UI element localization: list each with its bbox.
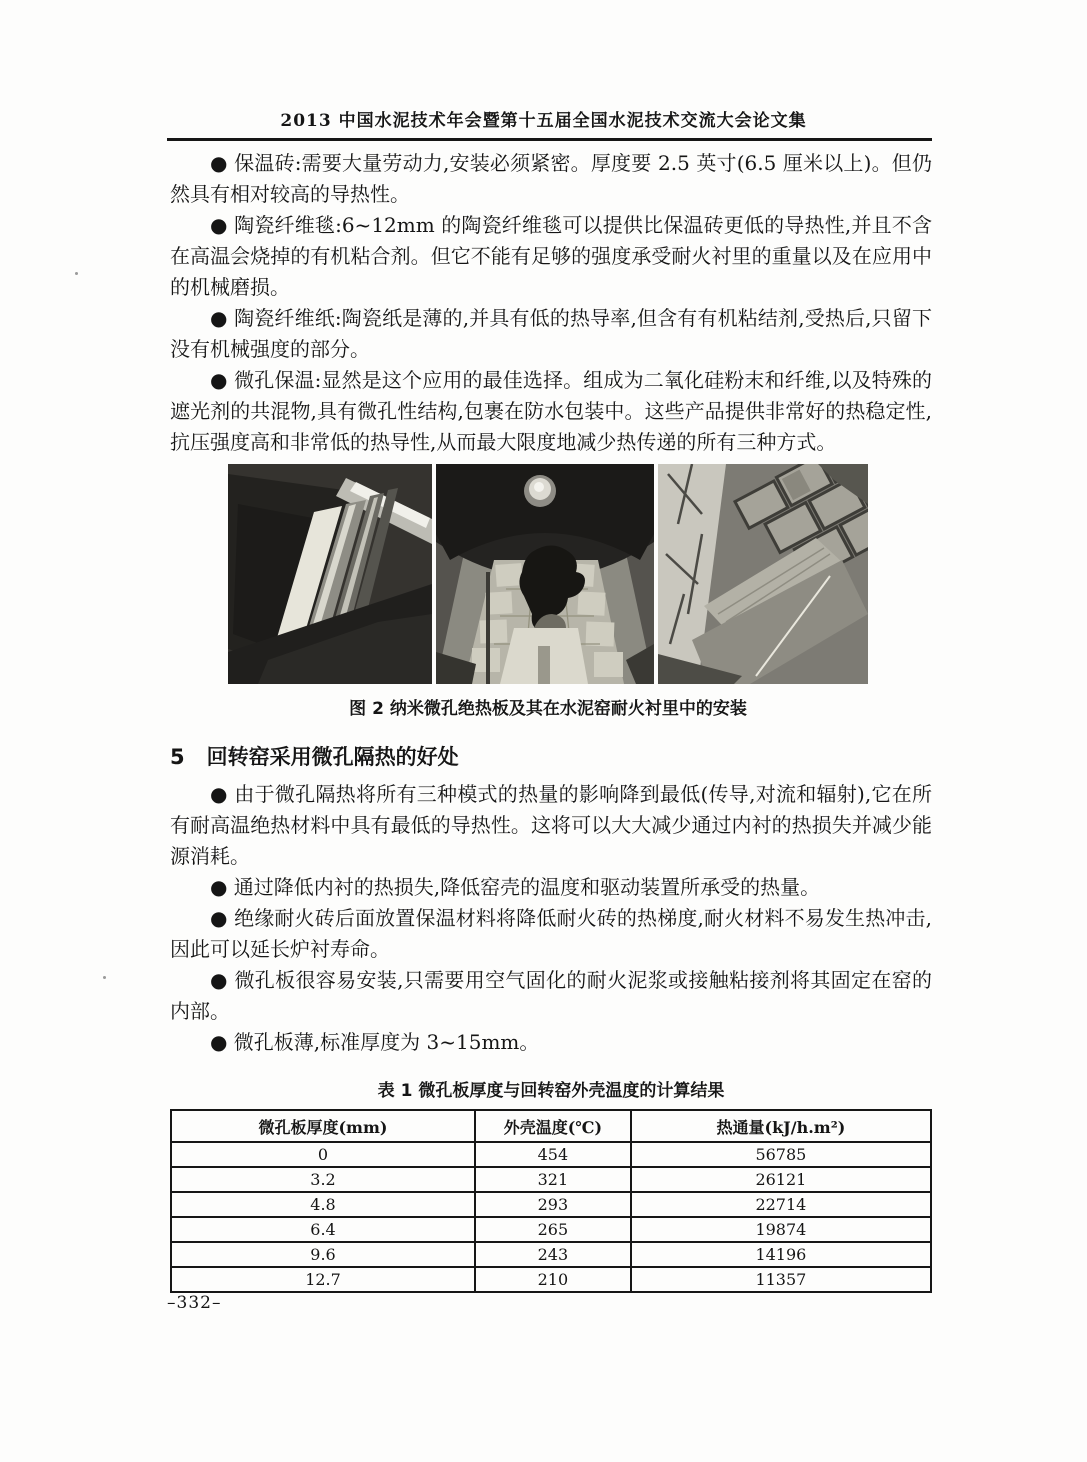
- table-cell: 26121: [631, 1167, 931, 1192]
- table-cell: 3.2: [171, 1167, 475, 1192]
- table-cell: 6.4: [171, 1217, 475, 1242]
- benefit-bullet-item: ● 绝缘耐火砖后面放置保温材料将降低耐火砖的热梯度,耐火材料不易发生热冲击,因此可以延长炉衬寿命。: [170, 906, 932, 961]
- table-1-block: [170, 1076, 932, 1293]
- microporous-boards-photo: [228, 464, 432, 684]
- table-cell: 0: [171, 1142, 475, 1167]
- material-bullet-item: ● 陶瓷纤维毯:6~12mm 的陶瓷纤维毯可以提供比保温砖更低的导热性,并且不含在高温会烧掉的有机粘合剂。但它不能有足够的强度承受耐火衬里的重量以及在应用中的机械磨损。: [170, 213, 932, 299]
- page-content: [170, 148, 932, 1293]
- table-cell: 22714: [631, 1192, 931, 1217]
- table-row: [171, 1192, 931, 1217]
- table-row: [171, 1242, 931, 1267]
- section-number: 5: [170, 745, 185, 769]
- proceedings-header: 2013 中国水泥技术年会暨第十五届全国水泥技术交流大会论文集: [280, 111, 807, 131]
- table-cell: 9.6: [171, 1242, 475, 1267]
- table-header-cell: 外壳温度(℃): [475, 1110, 631, 1142]
- header-rule: [167, 138, 932, 141]
- benefits-list: [170, 779, 932, 1058]
- figure-caption: 图 2 纳米微孔绝热板及其在水泥窑耐火衬里中的安装: [349, 699, 747, 719]
- kiln-interior-installation-photo: [436, 464, 654, 684]
- material-bullet-item: ● 微孔保温:显然是这个应用的最佳选择。组成为二氧化硅粉末和纤维,以及特殊的遮光剂的共混物,具有微孔性结构,包裹在防水包装中。这些产品提供非常好的热稳定性,抗压强度高和非常低的热导性,从而最大限度地减少热传递的所有三种方式。: [170, 368, 932, 454]
- benefit-bullet-item: ● 通过降低内衬的热损失,降低窑壳的温度和驱动装置所承受的热量。: [210, 875, 821, 899]
- table-title: 表 1 微孔板厚度与回转窑外壳温度的计算结果: [377, 1081, 725, 1101]
- material-bullet-item: ● 陶瓷纤维纸:陶瓷纸是薄的,并具有低的热导率,但含有有机粘结剂,受热后,只留下没有机械强度的部分。: [170, 306, 932, 361]
- table-cell: 19874: [631, 1217, 931, 1242]
- table-header-row: [171, 1110, 931, 1142]
- table-cell: 11357: [631, 1267, 931, 1292]
- section-title: 回转窑采用微孔隔热的好处: [206, 745, 459, 769]
- table-cell: 243: [475, 1242, 631, 1267]
- table-cell: 454: [475, 1142, 631, 1167]
- table-cell: 14196: [631, 1242, 931, 1267]
- benefit-bullet-item: ● 微孔板很容易安装,只需要用空气固化的耐火泥浆或接触粘接剂将其固定在窑的内部。: [170, 968, 932, 1023]
- table-cell: 12.7: [171, 1267, 475, 1292]
- table-cell: 210: [475, 1267, 631, 1292]
- material-bullet-item: ● 保温砖:需要大量劳动力,安装必须紧密。厚度要 2.5 英寸(6.5 厘米以上)。但仍然具有相对较高的导热性。: [170, 151, 932, 206]
- brick-lining-panels-photo: [658, 464, 868, 684]
- section-heading: [170, 741, 932, 771]
- table-row: [171, 1142, 931, 1167]
- figure-photo-strip: [228, 464, 868, 684]
- table-row: [171, 1167, 931, 1192]
- page-number: –332–: [167, 1293, 222, 1313]
- benefit-bullet-item: ● 微孔板薄,标准厚度为 3~15mm。: [210, 1030, 540, 1054]
- table-cell: 56785: [631, 1142, 931, 1167]
- scan-speck: [103, 976, 106, 979]
- table-row: [171, 1217, 931, 1242]
- table-cell: 4.8: [171, 1192, 475, 1217]
- table-cell: 321: [475, 1167, 631, 1192]
- table-row: [171, 1267, 931, 1292]
- table-cell: 293: [475, 1192, 631, 1217]
- results-table: [170, 1109, 932, 1293]
- table-header-cell: 热通量(kJ/h.m²): [631, 1110, 931, 1142]
- table-cell: 265: [475, 1217, 631, 1242]
- benefit-bullet-item: ● 由于微孔隔热将所有三种模式的热量的影响降到最低(传导,对流和辐射),它在所有耐高温绝热材料中具有最低的导热性。这将可以大大减少通过内衬的热损失并减少能源消耗。: [170, 782, 932, 868]
- scan-speck: [75, 272, 78, 275]
- figure-2: [228, 464, 868, 719]
- table-header-cell: 微孔板厚度(mm): [171, 1110, 475, 1142]
